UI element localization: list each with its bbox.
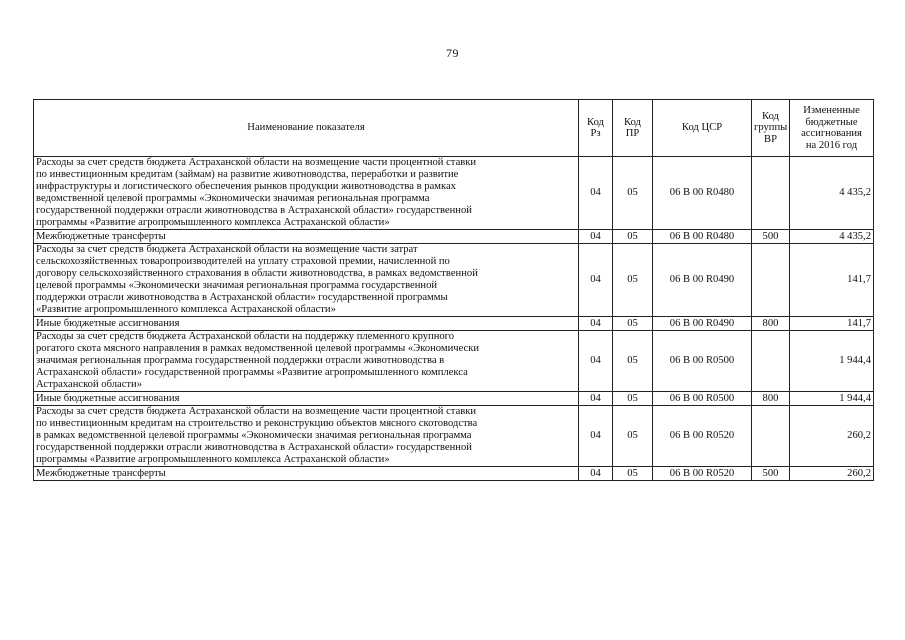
cell-pr: 05 [613, 230, 653, 244]
cell-name [34, 331, 579, 392]
cell-csr: 06 В 00 R0490 [653, 317, 752, 331]
cell-name-line: договору сельскохозяйственного страхования в области животноводства, в рамках ведомственной [36, 268, 478, 279]
cell-csr: 06 В 00 R0500 [653, 392, 752, 406]
page-number: 79 [446, 46, 459, 60]
cell-pr: 05 [613, 317, 653, 331]
header-vr [752, 100, 790, 157]
cell-name [34, 317, 579, 331]
cell-name-line: Иные бюджетные ассигнования [36, 317, 180, 329]
table-row [34, 331, 874, 392]
cell-name [34, 157, 579, 230]
cell-amount: 141,7 [790, 317, 874, 331]
header-rz [579, 100, 613, 157]
header-amount-line: Измененные [803, 105, 860, 116]
cell-rz: 04 [579, 467, 613, 481]
cell-rz: 04 [579, 406, 613, 467]
cell-name-line: Иные бюджетные ассигнования [36, 392, 180, 404]
cell-name-line: программы «Развитие агропромышленного комплекса Астраханской области» [36, 454, 390, 465]
cell-pr: 05 [613, 331, 653, 392]
cell-vr: 500 [752, 467, 790, 481]
table-row [34, 406, 874, 467]
cell-name-line: «Развитие агропромышленного комплекса Астраханской области» [36, 304, 336, 315]
table-row [34, 317, 874, 331]
cell-name-line: рогатого скота мясного направления в рамках ведомственной целевой программы «Экономически [36, 343, 480, 354]
header-amount-line: бюджетные [805, 116, 858, 128]
cell-csr: 06 В 00 R0480 [653, 230, 752, 244]
header-name: Наименование показателя [34, 100, 579, 157]
cell-vr: 800 [752, 392, 790, 406]
budget-table [33, 99, 874, 481]
cell-name-line: Астраханской области» [36, 379, 143, 390]
cell-rz: 04 [579, 392, 613, 406]
cell-name-line: государственной поддержки отрасли животноводства в Астраханской области» государственной [36, 205, 472, 216]
header-vr-line: группы [754, 122, 788, 134]
header-rz-line: Рз [590, 128, 601, 139]
cell-amount: 260,2 [790, 467, 874, 481]
cell-pr: 05 [613, 467, 653, 481]
cell-csr: 06 В 00 R0500 [653, 331, 752, 392]
table-body [34, 157, 874, 481]
cell-name-line: по инвестиционным кредитам на строительство и реконструкцию объектов мясного скотоводства [36, 418, 478, 429]
header-csr: Код ЦСР [653, 100, 752, 157]
cell-amount: 260,2 [790, 406, 874, 467]
cell-rz: 04 [579, 331, 613, 392]
cell-vr: 800 [752, 317, 790, 331]
table-header-row [34, 100, 874, 157]
cell-csr: 06 В 00 R0520 [653, 406, 752, 467]
cell-csr: 06 В 00 R0490 [653, 244, 752, 317]
cell-amount: 4 435,2 [790, 157, 874, 230]
cell-rz: 04 [579, 157, 613, 230]
cell-name [34, 244, 579, 317]
cell-pr: 05 [613, 244, 653, 317]
header-amount-line: ассигнования [801, 128, 862, 139]
cell-name-line: инфраструктуры и логистического обеспечения рынков продукции животноводства в рамках [36, 181, 456, 192]
cell-name-line: ведомственной целевой программы «Экономически значимая региональная программа [36, 193, 430, 204]
cell-name-line: Межбюджетные трансферты [36, 230, 166, 242]
header-rz-line: Код [587, 116, 604, 128]
cell-amount: 141,7 [790, 244, 874, 317]
header-amount [790, 100, 874, 157]
cell-name [34, 392, 579, 406]
cell-name-line: государственной поддержки отрасли животноводства в Астраханской области» государственной [36, 442, 472, 453]
table-row [34, 157, 874, 230]
header-pr-line: Код [624, 116, 641, 128]
cell-vr [752, 331, 790, 392]
cell-amount: 4 435,2 [790, 230, 874, 244]
cell-name [34, 230, 579, 244]
cell-name-line: Расходы за счет средств бюджета Астраханской области на возмещение части процентной ставки [36, 157, 477, 168]
table-row [34, 230, 874, 244]
header-vr-line: ВР [764, 133, 777, 145]
cell-amount: 1 944,4 [790, 331, 874, 392]
header-vr-line: Код [762, 110, 779, 122]
cell-vr [752, 244, 790, 317]
table-row [34, 392, 874, 406]
cell-vr [752, 157, 790, 230]
cell-name-line: сельскохозяйственных товаропроизводителей на уплату страховой премии, начисленной по [36, 256, 450, 267]
cell-name-line: в рамках ведомственной целевой программы «Экономически значимая региональная программа [36, 430, 472, 441]
header-pr [613, 100, 653, 157]
table-row [34, 467, 874, 481]
cell-name-line: Расходы за счет средств бюджета Астраханской области на поддержку племенного крупного [36, 331, 455, 342]
cell-name-line: значимая региональная программа государственной поддержки отрасли животноводства в [36, 355, 445, 366]
cell-pr: 05 [613, 157, 653, 230]
cell-name-line: по инвестиционным кредитам (займам) на развитие животноводства, переработки и развитие [36, 169, 459, 180]
cell-name-line: Расходы за счет средств бюджета Астраханской области на возмещение части процентной ставки [36, 406, 477, 417]
cell-csr: 06 В 00 R0520 [653, 467, 752, 481]
cell-amount: 1 944,4 [790, 392, 874, 406]
cell-rz: 04 [579, 244, 613, 317]
cell-name [34, 406, 579, 467]
cell-name-line: целевой программы «Экономически значимая региональная программа государственной [36, 280, 438, 291]
cell-name-line: поддержки отрасли животноводства в Астраханской области» государственной программы [36, 292, 448, 303]
cell-vr: 500 [752, 230, 790, 244]
header-amount-line: на 2016 год [805, 139, 858, 151]
cell-name [34, 467, 579, 481]
cell-name-line: Астраханской области» государственной программы «Развитие агропромышленного комплекса [36, 367, 468, 378]
cell-rz: 04 [579, 317, 613, 331]
cell-vr [752, 406, 790, 467]
cell-csr: 06 В 00 R0480 [653, 157, 752, 230]
cell-pr: 05 [613, 406, 653, 467]
cell-name-line: программы «Развитие агропромышленного комплекса Астраханской области» [36, 217, 390, 228]
cell-name-line: Межбюджетные трансферты [36, 467, 166, 479]
cell-name-line: Расходы за счет средств бюджета Астраханской области на возмещение части затрат [36, 244, 418, 255]
cell-pr: 05 [613, 392, 653, 406]
header-pr-line: ПР [625, 128, 640, 139]
table-row [34, 244, 874, 317]
cell-rz: 04 [579, 230, 613, 244]
